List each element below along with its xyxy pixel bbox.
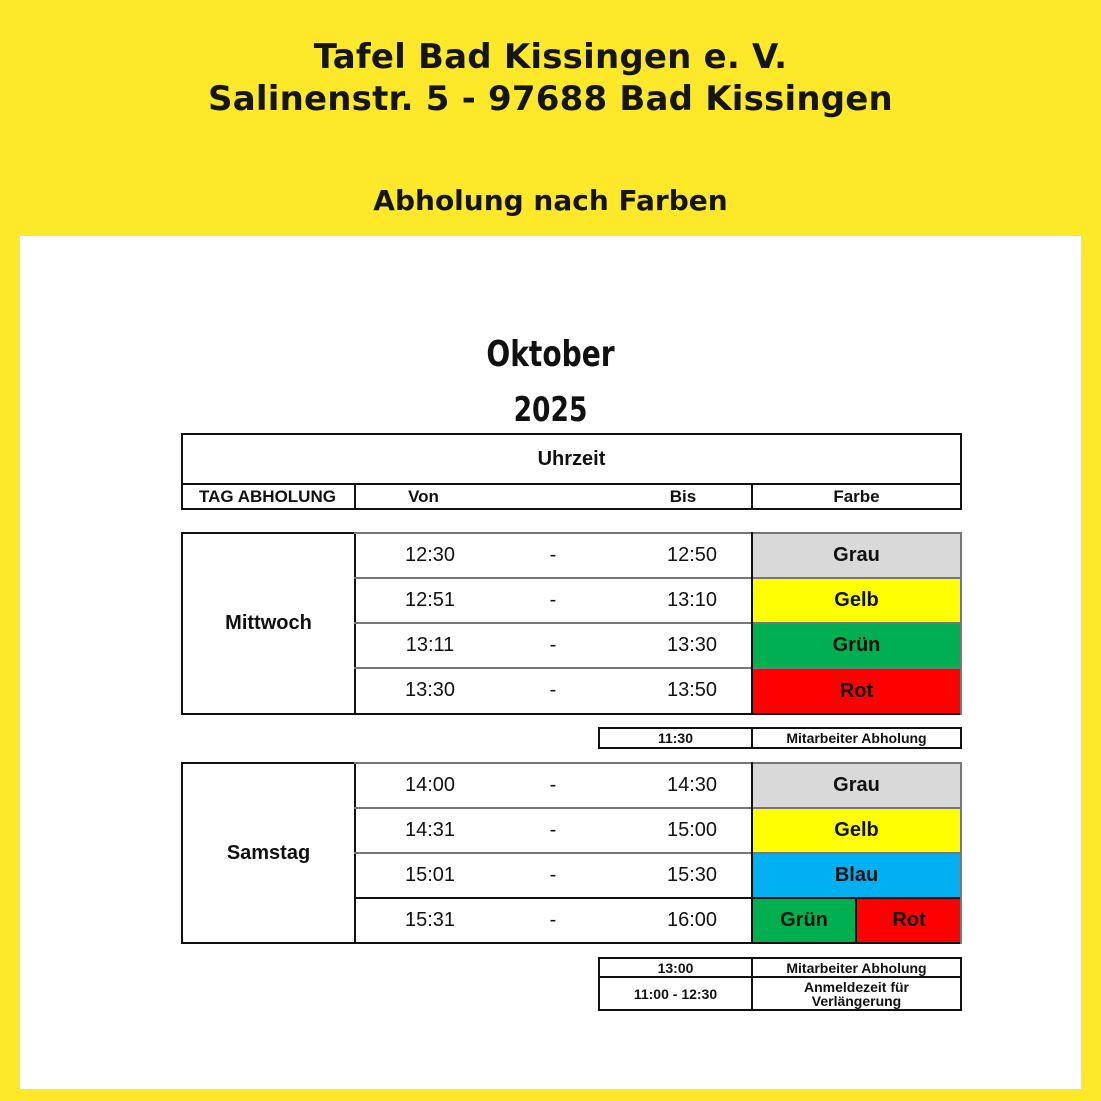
col-bis: Bis [669, 486, 697, 506]
row-line [354, 713, 962, 715]
row-line [354, 852, 962, 854]
staff-time-samstag: 13:00 [657, 959, 694, 976]
time-to: 13:30 [666, 634, 718, 656]
time-from: 15:31 [404, 909, 456, 931]
time-dash: - [549, 909, 557, 931]
time-from: 13:11 [405, 634, 455, 656]
schedule-month: Oktober [486, 334, 615, 375]
row-line [354, 762, 962, 764]
color-grau: Grau [752, 533, 961, 578]
schedule-panel [20, 236, 1081, 1089]
time-dash: - [549, 864, 557, 886]
col-line [751, 532, 753, 715]
time-dash: - [549, 679, 557, 701]
color-gelb: Gelb [752, 578, 961, 623]
time-from: 12:51 [404, 589, 456, 611]
color-rot: Rot [857, 898, 961, 943]
organization-address: Salinenstr. 5 - 97688 Bad Kissingen [208, 79, 893, 119]
time-dash: - [549, 544, 557, 566]
staff-label-samstag: Mitarbeiter Abholung [786, 959, 927, 976]
day-label-mittwoch: Mittwoch [225, 612, 312, 634]
time-dash: - [549, 819, 557, 841]
col-farbe: Farbe [833, 486, 880, 506]
row-line [354, 897, 962, 899]
color-grau: Grau [752, 763, 961, 808]
color-rot: Rot [752, 668, 961, 714]
time-dash: - [549, 589, 557, 611]
color-blau: Blau [752, 853, 961, 898]
registration-label-line1: Anmeldezeit für [803, 978, 909, 995]
registration-time: 11:00 - 12:30 [633, 985, 718, 1002]
col-von: Von [408, 486, 439, 506]
time-from: 12:30 [404, 544, 456, 566]
time-to: 13:10 [666, 589, 718, 611]
registration-label-line2: Verlängerung [811, 992, 902, 1009]
row-line [354, 942, 962, 944]
page-subtitle: Abholung nach Farben [373, 184, 728, 217]
time-dash: - [549, 634, 557, 656]
time-to: 15:00 [666, 819, 718, 841]
col-line [960, 532, 962, 715]
time-to: 13:50 [666, 679, 718, 701]
uhrzeit-header: Uhrzeit [537, 447, 606, 470]
row-line [354, 532, 962, 534]
row-line [354, 622, 962, 624]
staff-time-mittwoch: 11:30 [657, 730, 694, 746]
time-from: 14:31 [404, 819, 456, 841]
time-to: 15:30 [666, 864, 718, 886]
time-to: 14:30 [666, 774, 718, 796]
schedule-year: 2025 [513, 390, 588, 430]
time-to: 12:50 [666, 544, 718, 566]
time-from: 13:30 [404, 679, 456, 701]
time-from: 14:00 [404, 774, 456, 796]
time-from: 15:01 [404, 864, 456, 886]
col-line [855, 897, 857, 944]
col-line [960, 762, 962, 944]
organization-name: Tafel Bad Kissingen e. V. [313, 37, 788, 77]
row-line [354, 667, 962, 669]
color-gelb: Gelb [752, 808, 961, 853]
col-line [751, 762, 753, 944]
registration-label [753, 978, 960, 1009]
row-line [354, 577, 962, 579]
col-tag-abholung: TAG ABHOLUNG [199, 486, 336, 506]
time-dash: - [549, 774, 557, 796]
row-line [354, 807, 962, 809]
day-label-samstag: Samstag [226, 841, 311, 864]
color-gruen: Grün [752, 898, 856, 943]
staff-label-mittwoch: Mitarbeiter Abholung [786, 730, 927, 746]
time-to: 16:00 [666, 909, 718, 931]
color-gruen: Grün [752, 623, 961, 668]
